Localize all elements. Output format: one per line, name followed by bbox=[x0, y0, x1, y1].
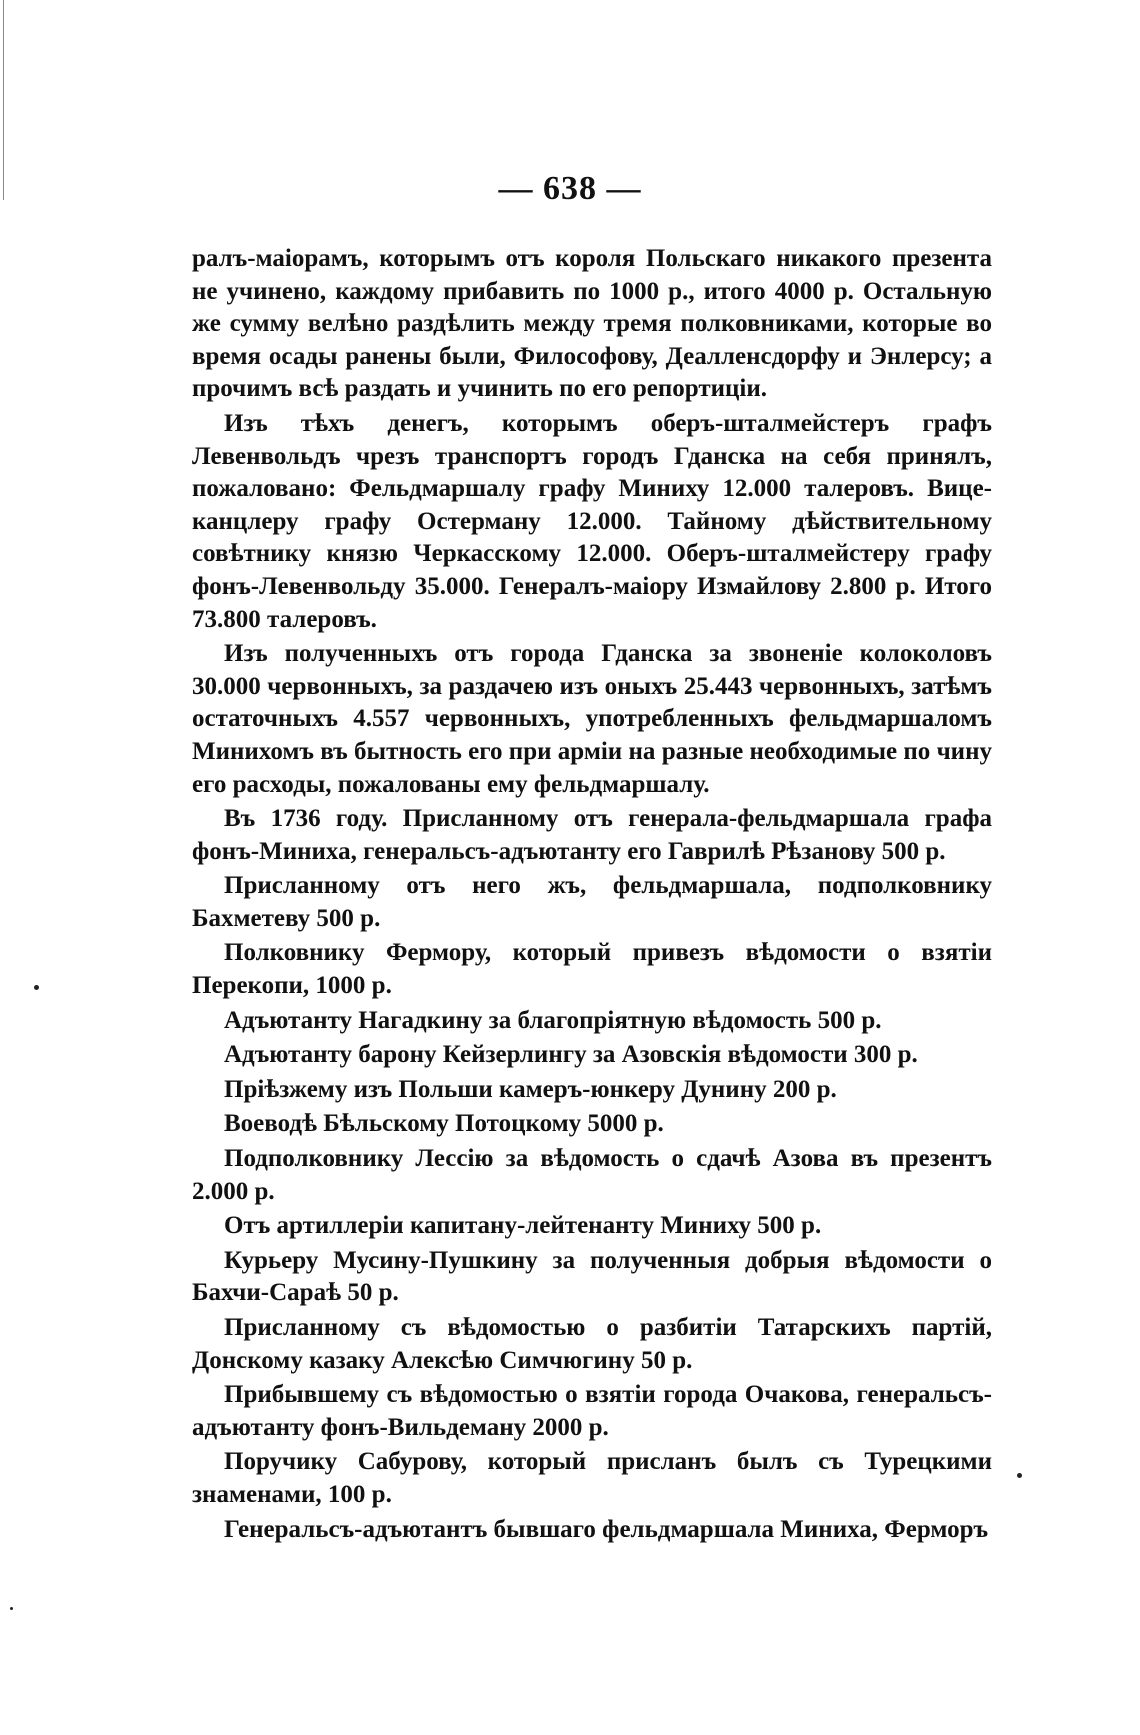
paragraph: Присланному съ вѣдомостью о разбитiи Татарскихъ партiй, Донскому казаку Алексѣю Симчюгину 50 р. bbox=[192, 1314, 992, 1374]
paragraph: Отъ артиллерiи капитану-лейтенанту Миниху 500 р. bbox=[224, 1212, 822, 1240]
paragraph: Воеводѣ Бѣльскому Потоцкому 5000 р. bbox=[224, 1110, 664, 1138]
ink-speck bbox=[1017, 1473, 1022, 1478]
paragraph: Прибывшему съ вѣдомостью о взятiи города Очакова, генеральсъ-адъютанту фонъ-Вильдеману 2000 р. bbox=[192, 1381, 992, 1441]
paragraph: Изъ полученныхъ отъ города Гданска за звоненiе колоколовъ 30.000 червонныхъ, за раздачею изъ оныхъ 25.443 червонныхъ, затѣмъ остаточныхъ 4.557 червонныхъ, употребленныхъ фельдмаршаломъ Минихомъ въ бытность его при армiи на разные необходимые по чину его расходы, пожалованы ему фельдмаршалу. bbox=[192, 640, 992, 798]
page-number: — 638 — bbox=[498, 170, 642, 207]
paragraph: Подполковнику Лессiю за вѣдомость о сдачѣ Азова въ презентъ 2.000 р. bbox=[192, 1145, 992, 1205]
paragraph: ралъ-маiорамъ, которымъ отъ короля Польскаго никакого презента не учинено, каждому прибавить по 1000 р., итого 4000 р. Остальную же сумму велѣно раздѣлить между тремя полковниками, которые во время осады ранены были, Философову, Деалленсдорфу и Энлерсу; а прочимъ всѣ раздать и учинить по его репортицiи. bbox=[192, 245, 992, 403]
paragraph: Изъ тѣхъ денегъ, которымъ оберъ-шталмейстеръ графъ Левенвольдъ чрезъ транспортъ городъ Гданска на себя принялъ, пожаловано: Фельдмаршалу графу Миниху 12.000 талеровъ. Вице-канцлеру графу Остерману 12.000. Тайному дѣйствительному совѣтнику князю Черкасскому 12.000. Оберъ-шталмейстеру графу фонъ-Левенвольду 35.000. Генералъ-маiору Измайлову 2.800 р. Итого 73.800 талеровъ. bbox=[192, 409, 992, 633]
paragraph: Въ 1736 году. Присланному отъ генерала-фельдмаршала графа фонъ-Миниха, генеральсъ-адъютанту его Гаврилѣ Рѣзанову 500 р. bbox=[192, 805, 992, 865]
paragraph: Поручику Сабурову, который присланъ былъ съ Турецкими знаменами, 100 р. bbox=[192, 1448, 992, 1508]
paragraph: Генеральсъ-адъютантъ бывшаго фельдмаршала Миниха, Ферморъ bbox=[224, 1515, 989, 1543]
ink-speck bbox=[34, 985, 39, 990]
paragraph: Курьеру Мусину-Пушкину за полученныя добрыя вѣдомости о Бахчи-Сараѣ 50 р. bbox=[192, 1246, 992, 1307]
paragraph: Полковнику Фермору, который привезъ вѣдомости о взятiи Перекопи, 1000 р. bbox=[192, 939, 992, 1000]
paragraph: Адъютанту Нагадкину за благопрiятную вѣдомость 500 р. bbox=[224, 1006, 882, 1034]
paragraph: Адъютанту барону Кейзерлингу за Азовскiя вѣдомости 300 р. bbox=[224, 1041, 918, 1069]
paragraph: Прiѣзжему изъ Польши камеръ-юнкеру Дунину 200 р. bbox=[224, 1075, 837, 1103]
paragraph: Присланному отъ него жъ, фельдмаршала, подполковнику Бахметеву 500 р. bbox=[192, 872, 992, 932]
ink-speck bbox=[10, 1607, 13, 1610]
body-text bbox=[192, 243, 992, 1548]
